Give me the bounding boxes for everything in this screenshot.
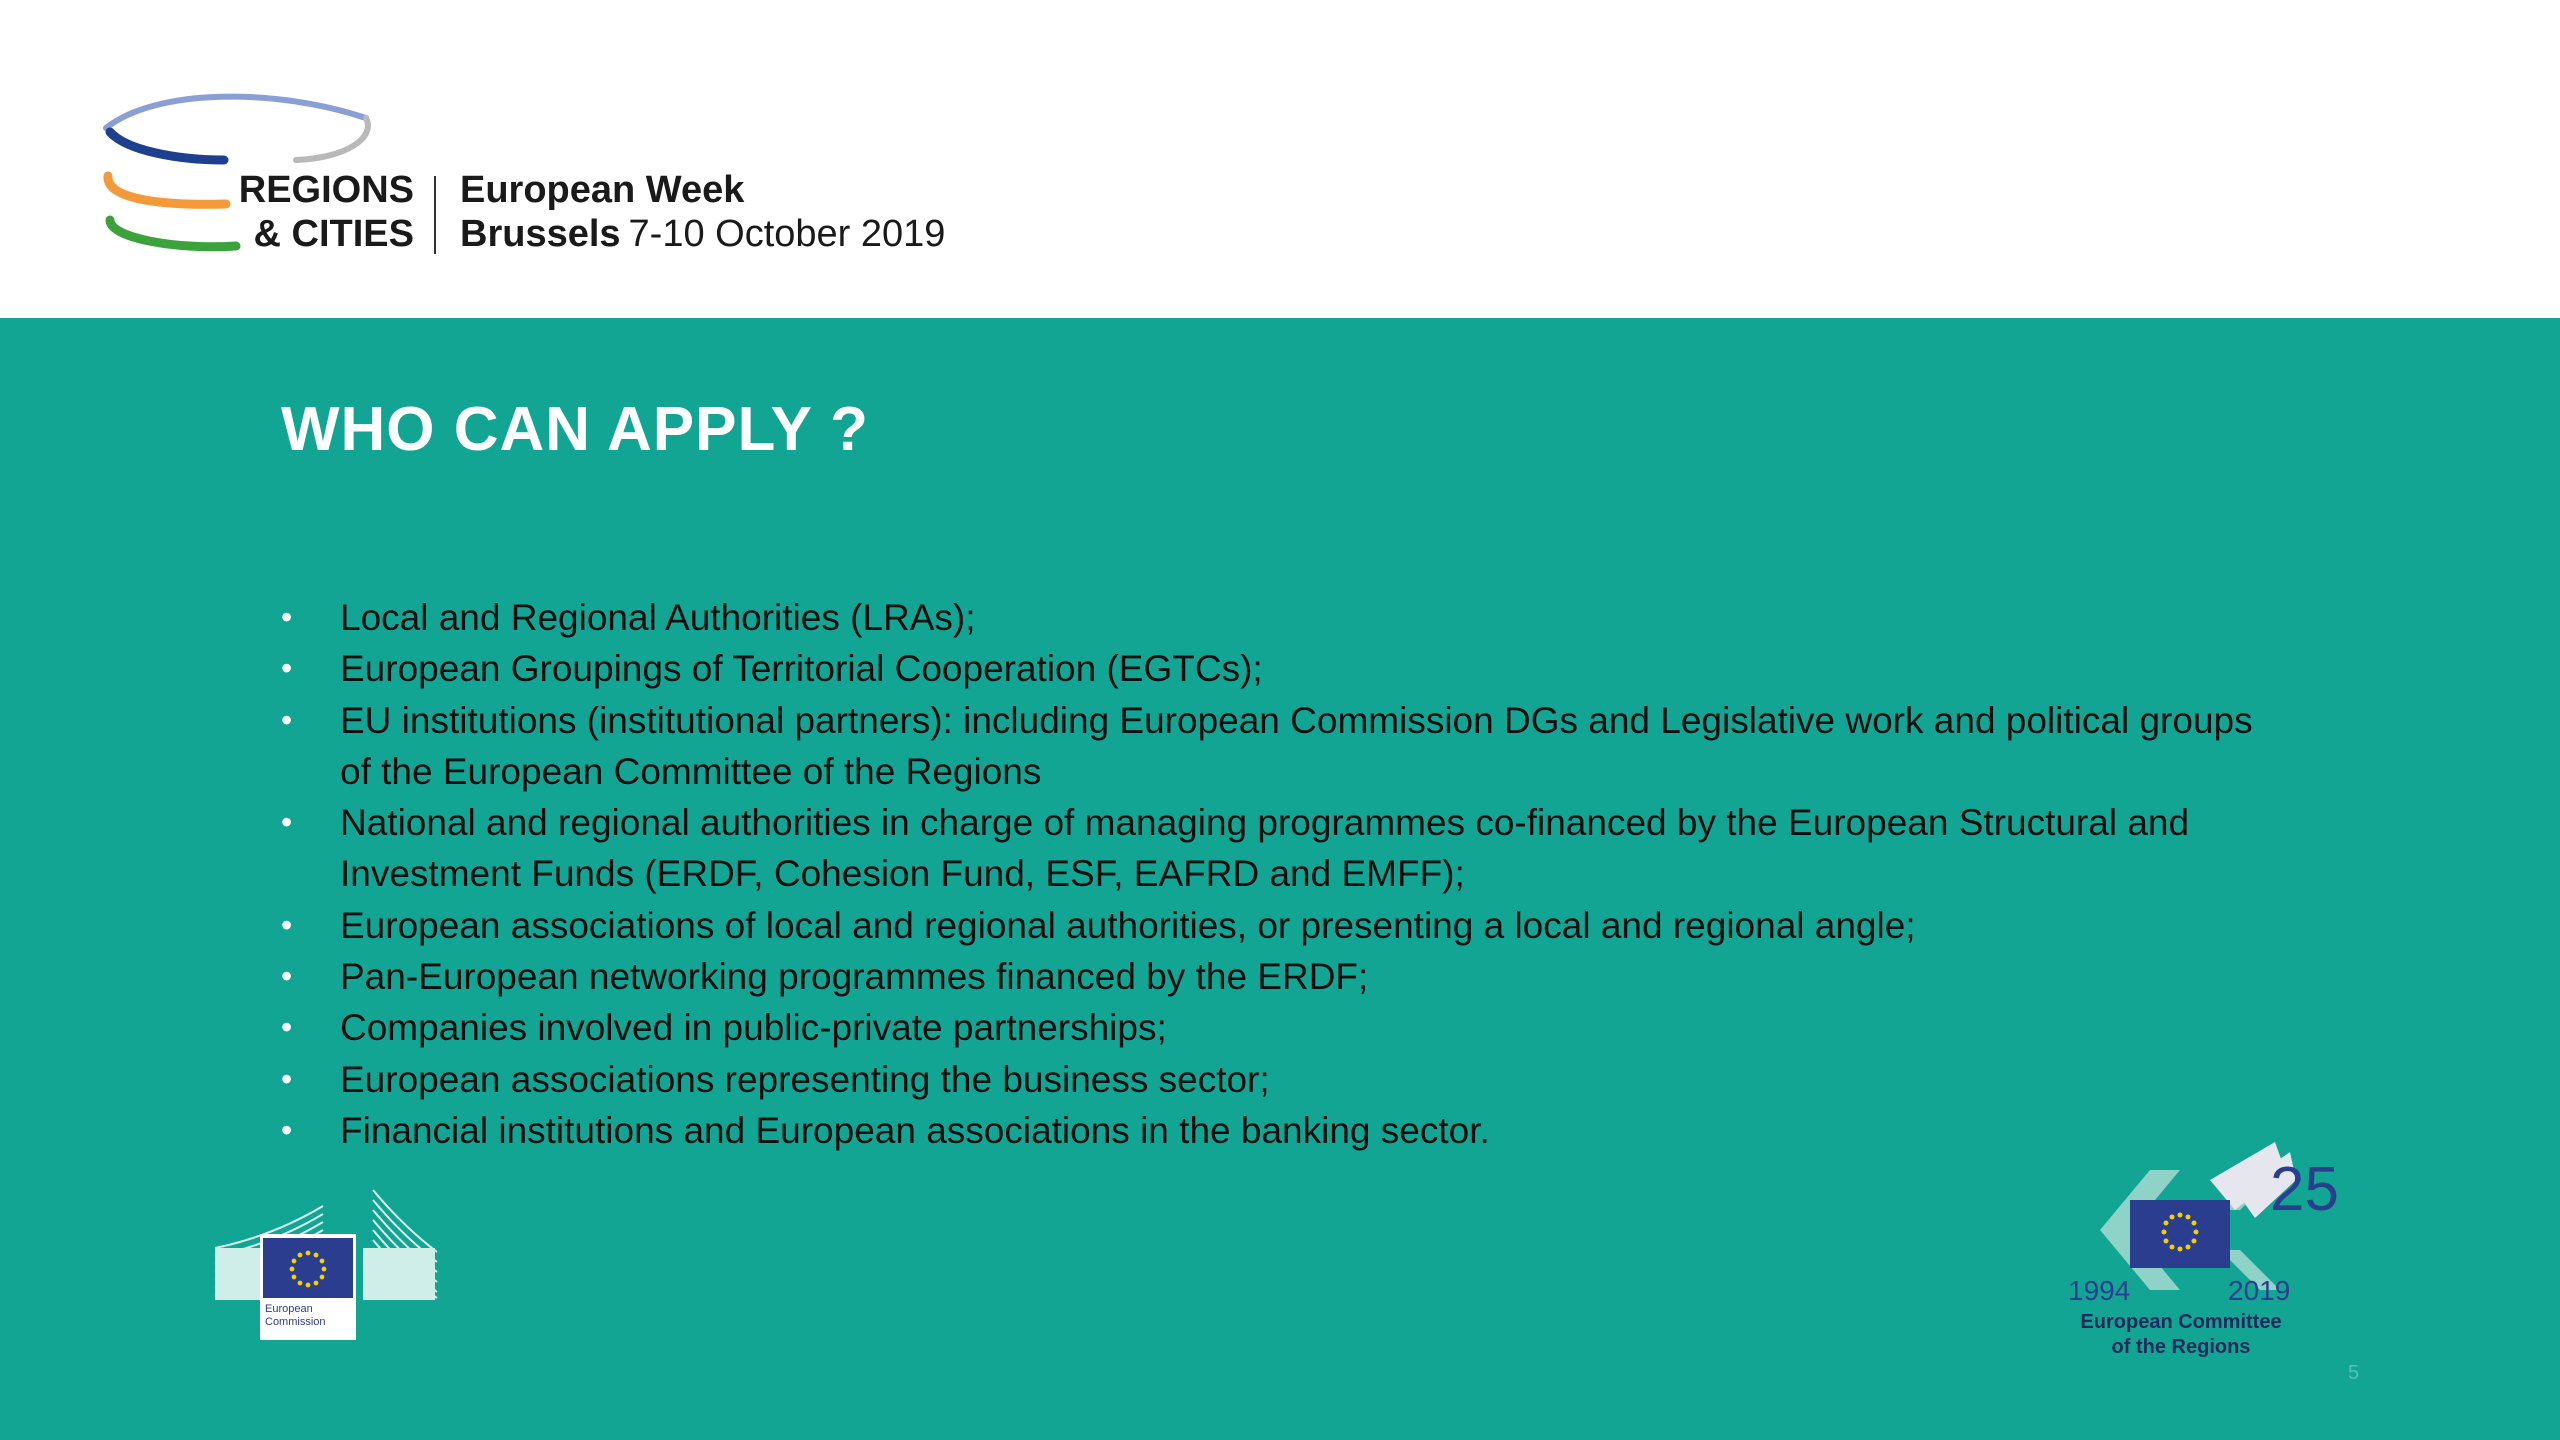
event-name: European Week	[460, 169, 745, 211]
list-item: • EU institutions (institutional partners): including European Commission DGs and Legislative work and political groups of the European Committee of the Regions	[281, 695, 2281, 798]
bullet-icon: •	[281, 958, 293, 995]
cor-anniversary: 25	[2270, 1155, 2339, 1224]
list-item: • Local and Regional Authorities (LRAs);	[281, 592, 2281, 643]
list-item: • European associations representing the business sector;	[281, 1054, 2281, 1105]
bullet-icon: •	[281, 1009, 293, 1046]
logo-line-cities: & CITIES	[253, 213, 414, 255]
bullet-icon: •	[281, 1111, 293, 1148]
page-number: 5	[2348, 1362, 2360, 1384]
list-item: • Financial institutions and European associations in the banking sector.	[281, 1105, 2281, 1156]
bullet-icon: •	[281, 906, 293, 943]
committee-of-regions-logo-icon	[2060, 1140, 2339, 1306]
cor-year-start: 1994	[2068, 1275, 2131, 1306]
logo-line-regions: REGIONS	[238, 169, 414, 211]
bullet-icon: •	[281, 650, 293, 687]
logo-wordmark	[238, 168, 414, 256]
eligibility-list	[281, 592, 2281, 1156]
logo-divider	[434, 176, 436, 254]
slide-title: WHO CAN APPLY ?	[281, 395, 869, 464]
ec-logo-line1: European	[265, 1303, 313, 1315]
list-item: • European Groupings of Territorial Cooperation (EGTCs);	[281, 643, 2281, 694]
list-item: • National and regional authorities in charge of managing programmes co-financed by the European Structural and Investment Funds (ERDF, Cohesion Fund, ESF, EAFRD and EMFF);	[281, 797, 2281, 900]
cor-name	[2050, 1310, 2312, 1360]
event-info	[460, 168, 945, 256]
bullet-icon: •	[281, 701, 293, 738]
bullet-icon: •	[281, 599, 293, 635]
list-item: • Companies involved in public-private partnerships;	[281, 1002, 2281, 1053]
european-commission-logo-icon	[213, 1186, 439, 1342]
list-item: • Pan-European networking programmes financed by the ERDF;	[281, 951, 2281, 1002]
ec-logo-line2: Commission	[265, 1316, 326, 1328]
event-city: Brussels	[460, 213, 621, 255]
cor-name-line1: European Committee	[2080, 1311, 2282, 1333]
list-item: • European associations of local and regional authorities, or presenting a local and regional angle;	[281, 900, 2281, 951]
cor-name-line2: of the Regions	[2111, 1336, 2251, 1358]
bullet-icon: •	[281, 1060, 293, 1097]
cor-year-end: 2019	[2228, 1275, 2291, 1306]
bullet-icon: •	[281, 804, 293, 841]
event-dates: 7-10 October 2019	[628, 213, 946, 255]
